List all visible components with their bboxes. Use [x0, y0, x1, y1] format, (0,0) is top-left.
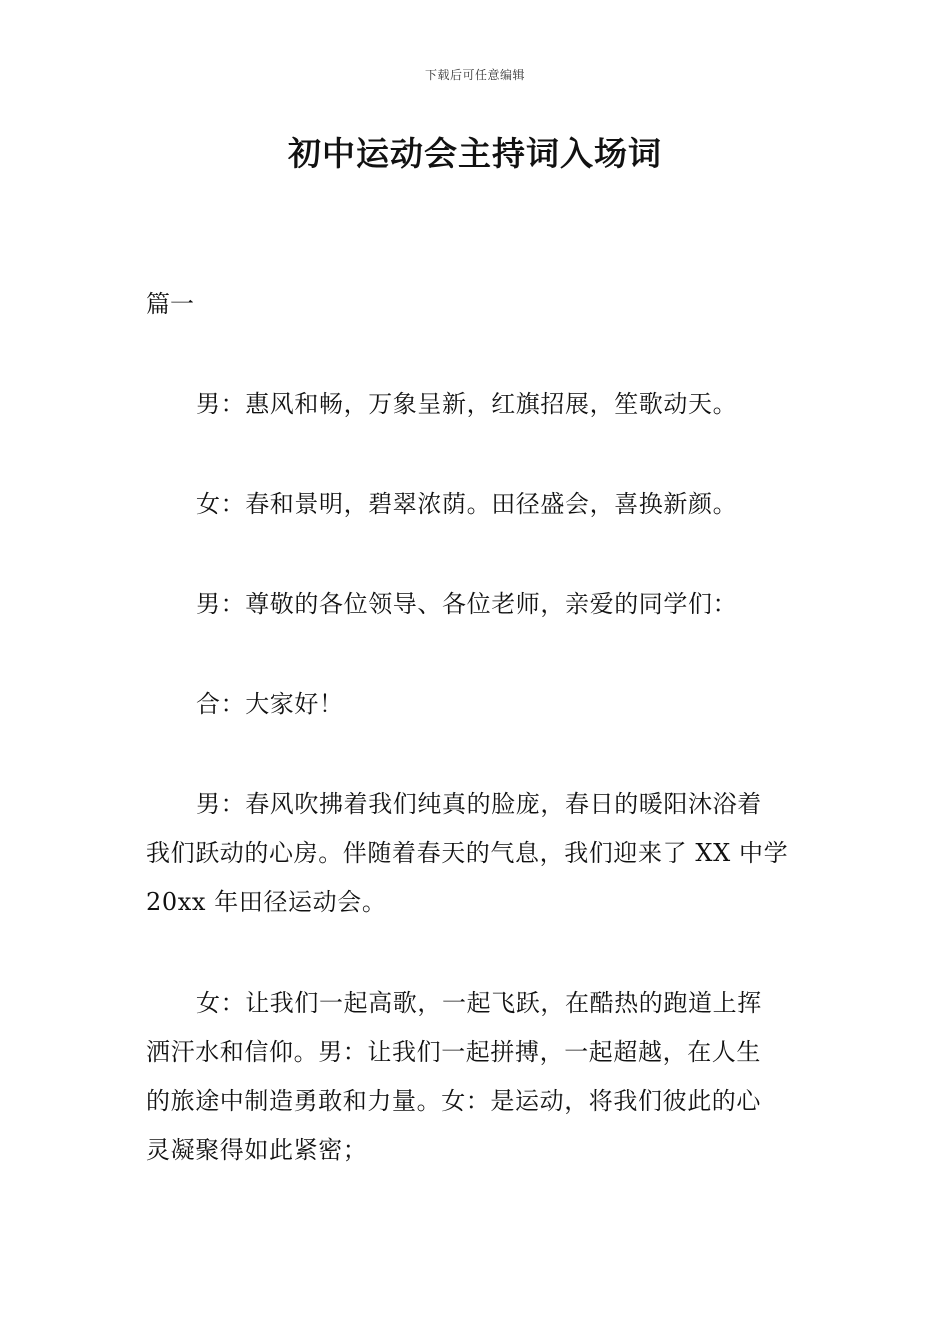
header-note: 下载后可任意编辑: [424, 68, 525, 82]
paragraph-line: 20xx 年田径运动会。: [146, 888, 387, 916]
section-label: 篇一: [146, 290, 194, 318]
document-title: 初中运动会主持词入场词: [288, 134, 662, 173]
paragraph-line: 的旅途中制造勇敢和力量。女：是运动，将我们彼此的心: [146, 1087, 761, 1115]
dialogue-line-4: 合：大家好！: [196, 690, 344, 718]
dialogue-line-3: 男：尊敬的各位领导、各位老师，亲爱的同学们：: [196, 590, 738, 618]
paragraph-line: 洒汗水和信仰。男：让我们一起拼搏，一起超越，在人生: [146, 1038, 761, 1066]
paragraph-line: 灵凝聚得如此紧密；: [146, 1136, 368, 1164]
paragraph-line: 女：让我们一起高歌，一起飞跃，在酷热的跑道上挥: [196, 989, 762, 1017]
dialogue-line-2: 女：春和景明，碧翠浓荫。田径盛会，喜换新颜。: [196, 490, 738, 518]
paragraph-line: 我们跃动的心房。伴随着春天的气息，我们迎来了 XX 中学: [146, 839, 789, 867]
dialogue-line-1: 男：惠风和畅，万象呈新，红旗招展，笙歌动天。: [196, 390, 738, 418]
paragraph-line: 男：春风吹拂着我们纯真的脸庞，春日的暖阳沐浴着: [196, 790, 762, 818]
